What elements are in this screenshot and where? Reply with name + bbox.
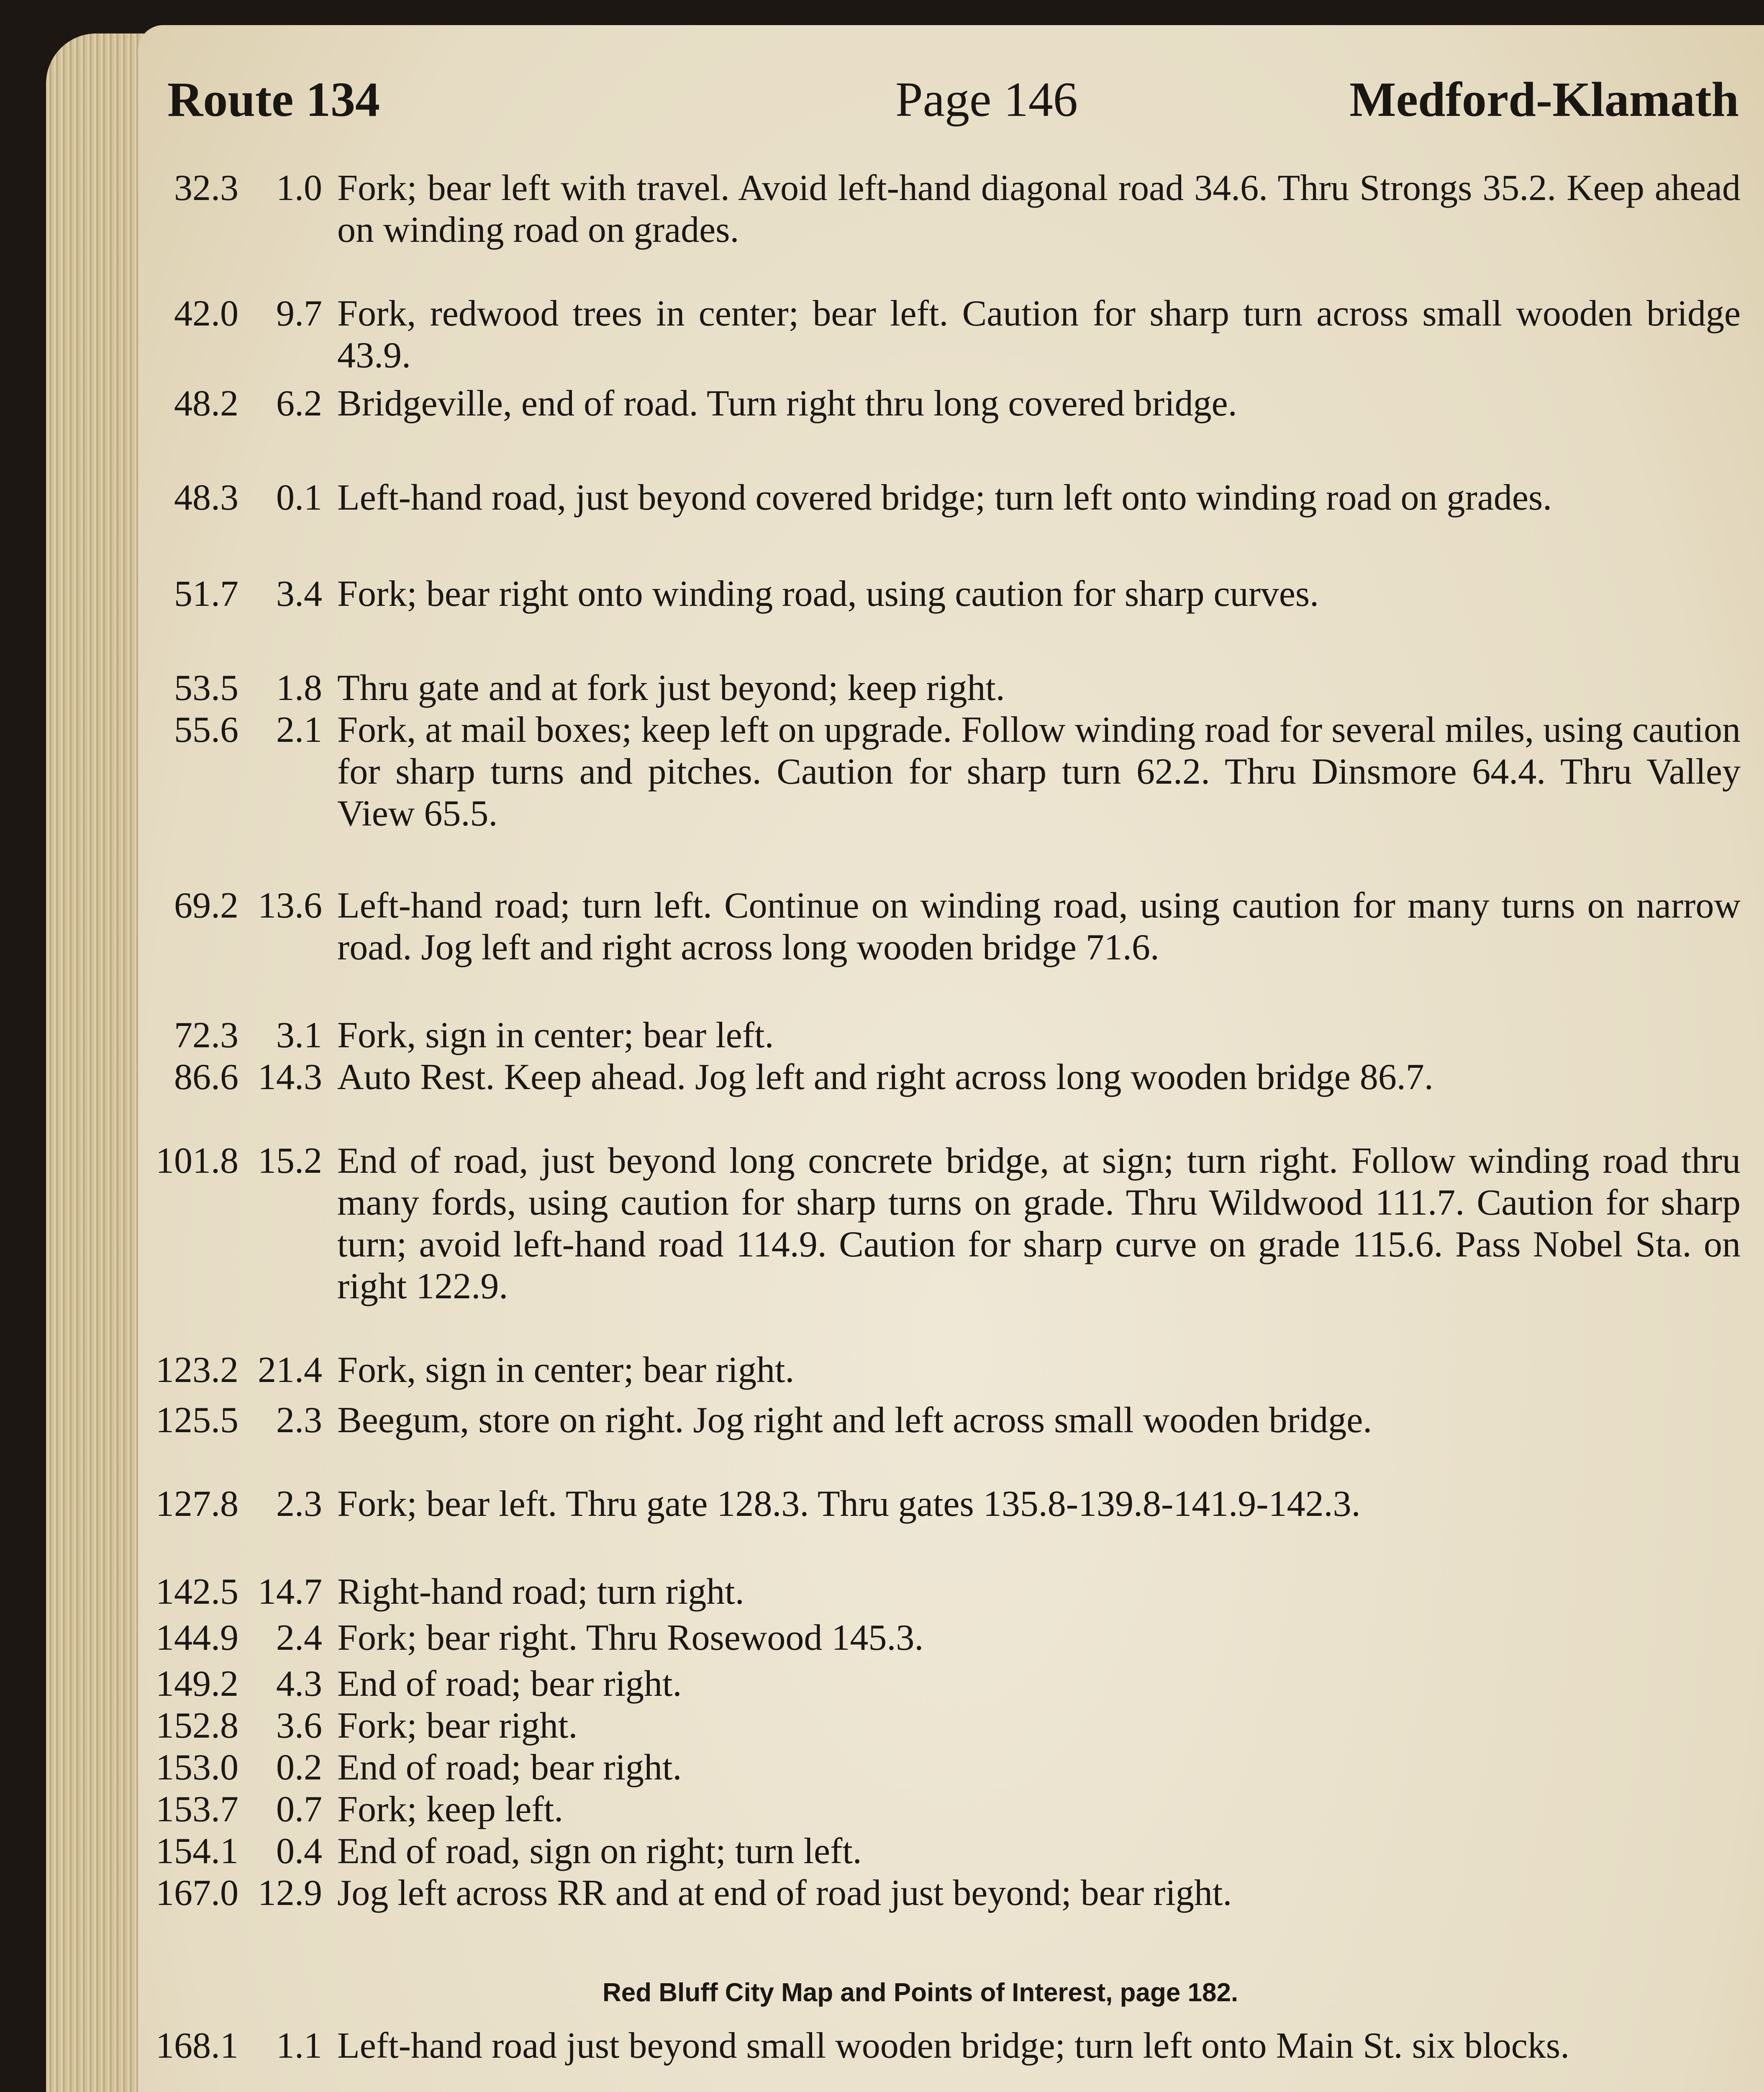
log-dist: 2.1 <box>276 710 322 750</box>
log-dist: 0.1 <box>276 477 322 518</box>
log-total: 123.2 <box>156 1350 238 1390</box>
log-dist: 2.3 <box>276 1484 322 1524</box>
log-dist: 21.4 <box>258 1350 322 1390</box>
log-text: Left-hand road; turn left. Continue on winding road, using caution for many turns on narrow road. Jog left and right across long wooden bridge 71.6. <box>337 885 1741 968</box>
log-row <box>142 1617 1741 1663</box>
log-text: Thru gate and at fork just beyond; keep right. <box>337 668 1005 708</box>
log-text: Left-hand road just beyond small wooden bridge; turn left onto Main St. six blocks. <box>337 2025 1570 2066</box>
log-text: Fork; bear left with travel. Avoid left-hand diagonal road 34.6. Thru Strongs 35.2. Keep ahead on winding road on grades. <box>337 168 1741 250</box>
log-dist: 6.2 <box>276 383 322 424</box>
log-text: Fork, at mail boxes; keep left on upgrade. Follow winding road for several miles, using caution for sharp turns and pitches. Caution for sharp turn 62.2. Thru Dinsmore 64.4. Thru Valley View 65.5. <box>337 710 1741 834</box>
log-text: Beegum, store on right. Jog right and left across small wooden bridge. <box>337 1400 1372 1441</box>
route-log-upper <box>142 167 1741 1956</box>
log-row <box>142 383 1741 477</box>
log-text: Fork; bear right. <box>337 1705 578 1746</box>
log-row <box>142 1571 1741 1617</box>
log-total: 127.8 <box>156 1484 238 1524</box>
log-dist: 13.6 <box>258 885 322 926</box>
log-total: 168.1 <box>156 2025 238 2066</box>
log-dist: 15.2 <box>258 1141 322 1181</box>
header-route: Route 134 <box>167 72 380 127</box>
log-total: 51.7 <box>174 574 238 614</box>
log-dist: 3.1 <box>276 1015 322 1056</box>
log-total: 152.8 <box>156 1705 238 1746</box>
log-total: 125.5 <box>156 1400 238 1441</box>
log-row <box>142 1872 1741 1956</box>
log-dist: 3.6 <box>276 1705 322 1746</box>
log-text: Fork; bear right onto winding road, using caution for sharp curves. <box>337 574 1319 614</box>
log-total: 53.5 <box>174 668 238 708</box>
log-dist: 0.7 <box>276 1789 322 1830</box>
log-dist: 14.7 <box>258 1572 322 1612</box>
log-total: 153.0 <box>156 1747 238 1788</box>
log-row <box>142 1789 1741 1830</box>
log-row <box>142 885 1741 1015</box>
log-text: Fork, redwood trees in center; bear left. Caution for sharp turn across small wooden bridge 43.9. <box>337 293 1741 376</box>
log-total: 154.1 <box>156 1831 238 1872</box>
log-row <box>142 1483 1741 1571</box>
log-dist: 0.4 <box>276 1831 322 1872</box>
log-dist: 0.2 <box>276 1747 322 1788</box>
log-total: 149.2 <box>156 1664 238 1704</box>
log-dist: 1.0 <box>276 168 322 208</box>
log-dist: 3.4 <box>276 574 322 614</box>
log-row <box>142 477 1741 573</box>
log-total: 48.2 <box>174 383 238 424</box>
log-row <box>142 1015 1741 1056</box>
log-dist: 4.3 <box>276 1664 322 1704</box>
log-row <box>142 293 1741 383</box>
log-row <box>142 1705 1741 1747</box>
log-row <box>142 1830 1741 1872</box>
log-dist: 14.3 <box>258 1057 322 1097</box>
log-row <box>142 1349 1741 1400</box>
log-row <box>142 167 1741 293</box>
log-text: End of road; bear right. <box>337 1747 682 1788</box>
log-row <box>142 1056 1741 1140</box>
log-text: End of road; bear right. <box>337 1664 682 1704</box>
log-row <box>142 1400 1741 1483</box>
log-total: 86.6 <box>174 1057 238 1097</box>
log-dist: 12.9 <box>258 1873 322 1913</box>
header-page-number: Page 146 <box>895 72 1078 127</box>
header-title: Medford-Klamath <box>1349 72 1739 127</box>
log-row <box>142 1747 1741 1789</box>
log-text: End of road, sign on right; turn left. <box>337 1831 862 1872</box>
log-dist: 9.7 <box>276 293 322 334</box>
log-text: Bridgeville, end of road. Turn right thru long covered bridge. <box>337 383 1237 424</box>
page-header <box>167 71 1739 138</box>
log-row <box>142 1663 1741 1705</box>
log-total: 153.7 <box>156 1789 238 1830</box>
log-dist: 1.1 <box>276 2025 322 2066</box>
log-dist: 2.3 <box>276 1400 322 1441</box>
log-total: 32.3 <box>174 168 238 208</box>
log-row <box>142 1140 1741 1349</box>
log-text: Jog left across RR and at end of road just beyond; bear right. <box>337 1873 1232 1913</box>
log-text: Fork, sign in center; bear left. <box>337 1015 774 1056</box>
log-total: 48.3 <box>174 477 238 518</box>
log-text: Fork; keep left. <box>337 1789 564 1830</box>
log-total: 144.9 <box>156 1618 238 1658</box>
log-total: 42.0 <box>174 293 238 334</box>
red-bluff-city-map-note: Red Bluff City Map and Points of Interest, page 182. <box>603 1978 1238 2007</box>
route-log-lower <box>142 2025 1741 2092</box>
log-text: Right-hand road; turn right. <box>337 1572 744 1612</box>
log-text: Left-hand road, just beyond covered bridge; turn left onto winding road on grades. <box>337 477 1552 518</box>
log-text: Auto Rest. Keep ahead. Jog left and right across long wooden bridge 86.7. <box>337 1057 1433 1097</box>
log-row <box>142 573 1741 667</box>
log-total: 72.3 <box>174 1015 238 1056</box>
log-row <box>142 2025 1741 2092</box>
log-text: Fork; bear left. Thru gate 128.3. Thru gates 135.8-139.8-141.9-142.3. <box>337 1484 1361 1524</box>
log-total: 142.5 <box>156 1572 238 1612</box>
log-dist: 1.8 <box>276 668 322 708</box>
log-row <box>142 709 1741 885</box>
log-row <box>142 667 1741 709</box>
log-total: 167.0 <box>156 1873 238 1913</box>
log-total: 69.2 <box>174 885 238 926</box>
log-total: 55.6 <box>174 710 238 750</box>
log-dist: 2.4 <box>276 1618 322 1658</box>
log-text: Fork, sign in center; bear right. <box>337 1350 795 1390</box>
log-text: Fork; bear right. Thru Rosewood 145.3. <box>337 1618 924 1658</box>
log-total: 101.8 <box>156 1141 238 1181</box>
log-text: End of road, just beyond long concrete bridge, at sign; turn right. Follow winding road thru many fords, using caution for sharp turns on grade. Thru Wildwood 111.7. Caution for sharp turn; avoid left-hand road 114.9. Caution for sharp curve on grade 115.6. Pass Nobel Sta. on right 122.9. <box>337 1141 1741 1307</box>
